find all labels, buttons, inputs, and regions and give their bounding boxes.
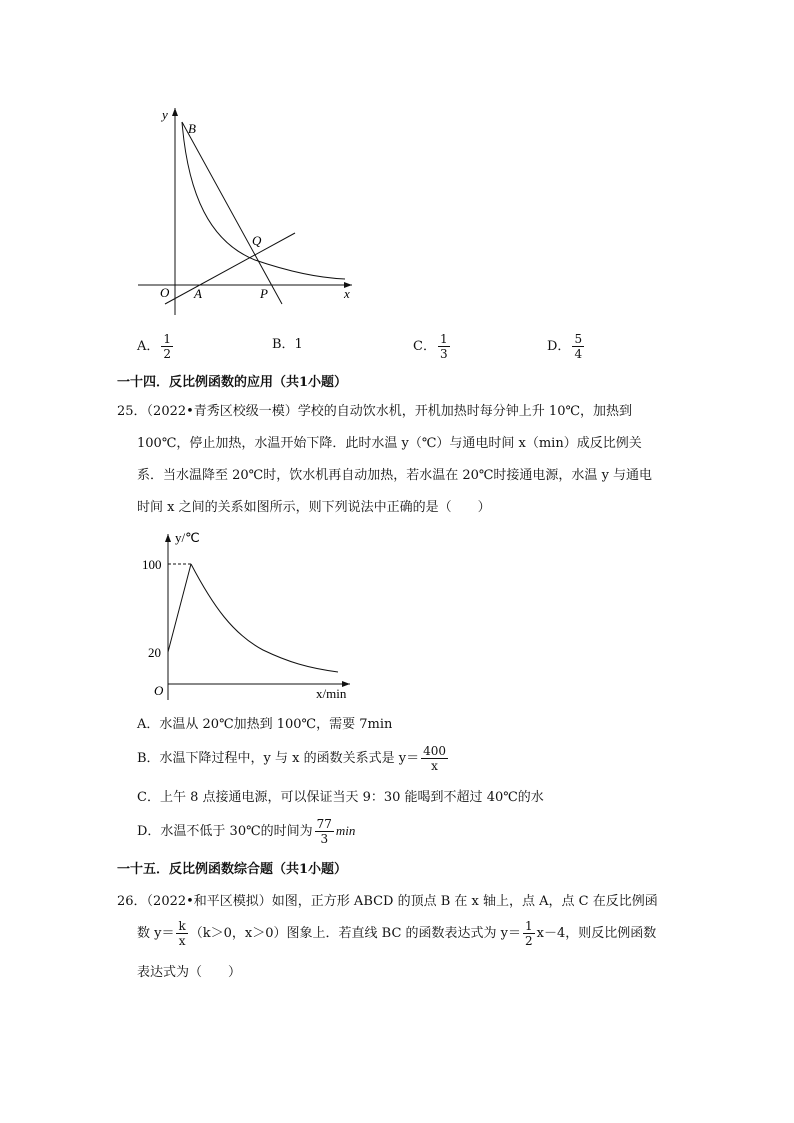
line-BP: [182, 122, 282, 304]
hyperbola-curve: [182, 122, 345, 279]
q25-option-c: C．上午 8 点接通电源，可以保证当天 9：30 能喝到不超过 40℃的水: [137, 790, 544, 805]
q24-option-c: C． $\frac{1}{3}$: [413, 332, 448, 361]
label-x: x: [344, 286, 350, 301]
label-Q: Q: [252, 233, 262, 248]
chart-y-label: y/℃: [175, 530, 200, 545]
q24-option-a: A． $\frac{1}{2}$: [137, 332, 172, 361]
q25-option-a: A．水温从 20℃加热到 100℃，需要 7min: [137, 717, 393, 732]
section-heading-14: 一十四．反比例函数的应用（共1小题）: [117, 375, 348, 390]
chart-x-label: x/min: [316, 686, 347, 701]
q24-option-b: B．1: [272, 337, 303, 352]
section-heading-15: 一十五．反比例函数综合题（共1小题）: [117, 862, 348, 877]
label-A: A: [194, 286, 202, 301]
q26-line-1: 26．（2022•和平区模拟）如图，正方形 ABCD 的顶点 B 在 x 轴上，点 A，点 C 在反比例函: [117, 894, 658, 909]
figure-hyperbola-lines: [130, 100, 370, 325]
label-P: P: [260, 286, 268, 301]
q26-line-2: 数 y＝ $\frac{k}{x}$ （k＞0，x＞0）图象上．若直线 BC 的函数表达式为 y＝ $\frac{1}{2}$ x－4，则反比例函数: [137, 919, 657, 948]
tick-label-20: 20: [148, 645, 161, 660]
label-y: y: [162, 107, 168, 122]
chart-origin-label: O: [154, 683, 164, 698]
label-B: B: [188, 121, 196, 136]
tick-label-100: 100: [142, 557, 162, 572]
line-AQ: [165, 233, 295, 304]
q24-option-d: D． $\frac{5}{4}$: [547, 332, 583, 361]
q26-line-3: 表达式为（ ）: [137, 965, 242, 980]
chart-y-axis-arrow: [165, 534, 171, 542]
cooling-curve: [191, 564, 338, 672]
q25-line-4: 时间 x 之间的关系如图所示，则下列说法中正确的是（ ）: [137, 500, 491, 515]
figure-water-temperature: [138, 524, 368, 704]
q25-option-d: D．水温不低于 30℃的时间为 $\frac{77}{3}$ min: [137, 817, 356, 846]
label-O: O: [160, 285, 170, 300]
heating-segment: [168, 564, 191, 652]
q25-option-b: B．水温下降过程中，y 与 x 的函数关系式是 y＝ $\frac{400}{x}$: [137, 744, 447, 773]
y-axis-arrow: [172, 108, 178, 116]
q25-line-3: 系．当水温降至 20℃时，饮水机再自动加热，若水温在 20℃时接通电源，水温 y 与通电: [137, 468, 653, 483]
q25-line-2: 100℃，停止加热，水温开始下降．此时水温 y（℃）与通电时间 x（min）成反比例关: [137, 436, 642, 451]
q25-line-1: 25．（2022•青秀区校级一模）学校的自动饮水机，开机加热时每分钟上升 10℃，加热到: [117, 404, 633, 419]
